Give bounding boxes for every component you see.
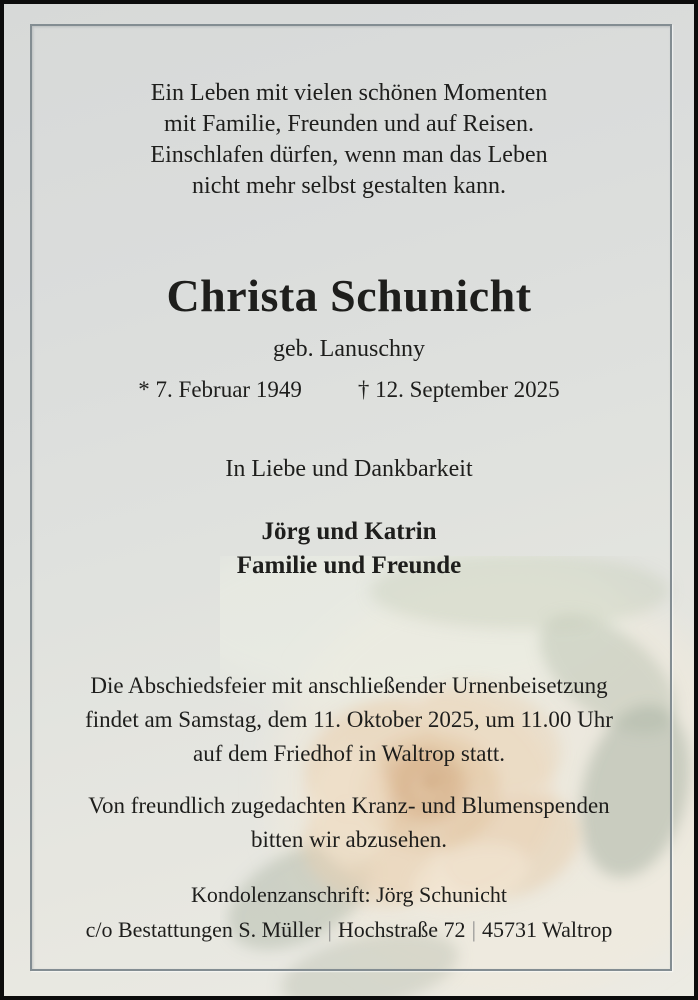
ceremony-line: findet am Samstag, dem 11. Oktober 2025, um 11.00 Uhr [85, 707, 613, 732]
dedication-line: In Liebe und Dankbarkeit [225, 456, 473, 482]
verse-line: nicht mehr selbst gestalten kann. [192, 173, 506, 199]
mourners-line: Familie und Freunde [236, 552, 462, 579]
address-city: 45731 Waltrop [481, 917, 613, 942]
address-care-of: c/o Bestattungen S. Müller [85, 917, 322, 942]
mourners-names [4, 515, 694, 583]
death-date: † 12. September 2025 [357, 377, 560, 402]
opening-verse [4, 78, 694, 202]
address-separator: | [471, 917, 476, 942]
address-street: Hochstraße 72 [337, 917, 466, 942]
notice-content [4, 4, 694, 996]
mourners-line: Jörg und Katrin [261, 518, 437, 545]
flowers-line: Von freundlich zugedachten Kranz- und Blumenspenden [88, 793, 610, 818]
deceased-name: Christa Schunicht [166, 270, 532, 321]
ceremony-details [4, 669, 694, 771]
condolence-recipient: Kondolenzanschrift: Jörg Schunicht [190, 882, 508, 907]
condolence-address [4, 877, 694, 947]
address-separator: | [327, 917, 332, 942]
birth-date: * 7. Februar 1949 [138, 377, 302, 402]
ceremony-line: Die Abschiedsfeier mit anschließender Urnenbeisetzung [90, 673, 608, 698]
condolence-address-line [4, 912, 694, 947]
flower-donation-request [4, 789, 694, 857]
birth-name: geb. Lanuschny [273, 336, 425, 362]
flowers-line: bitten wir abzusehen. [250, 827, 448, 852]
verse-line: Einschlafen dürfen, wenn man das Leben [150, 142, 548, 168]
verse-line: Ein Leben mit vielen schönen Momenten [150, 80, 548, 106]
verse-line: mit Familie, Freunden und auf Reisen. [164, 111, 534, 137]
ceremony-line: auf dem Friedhof in Waltrop statt. [193, 741, 505, 766]
life-dates [4, 375, 694, 405]
